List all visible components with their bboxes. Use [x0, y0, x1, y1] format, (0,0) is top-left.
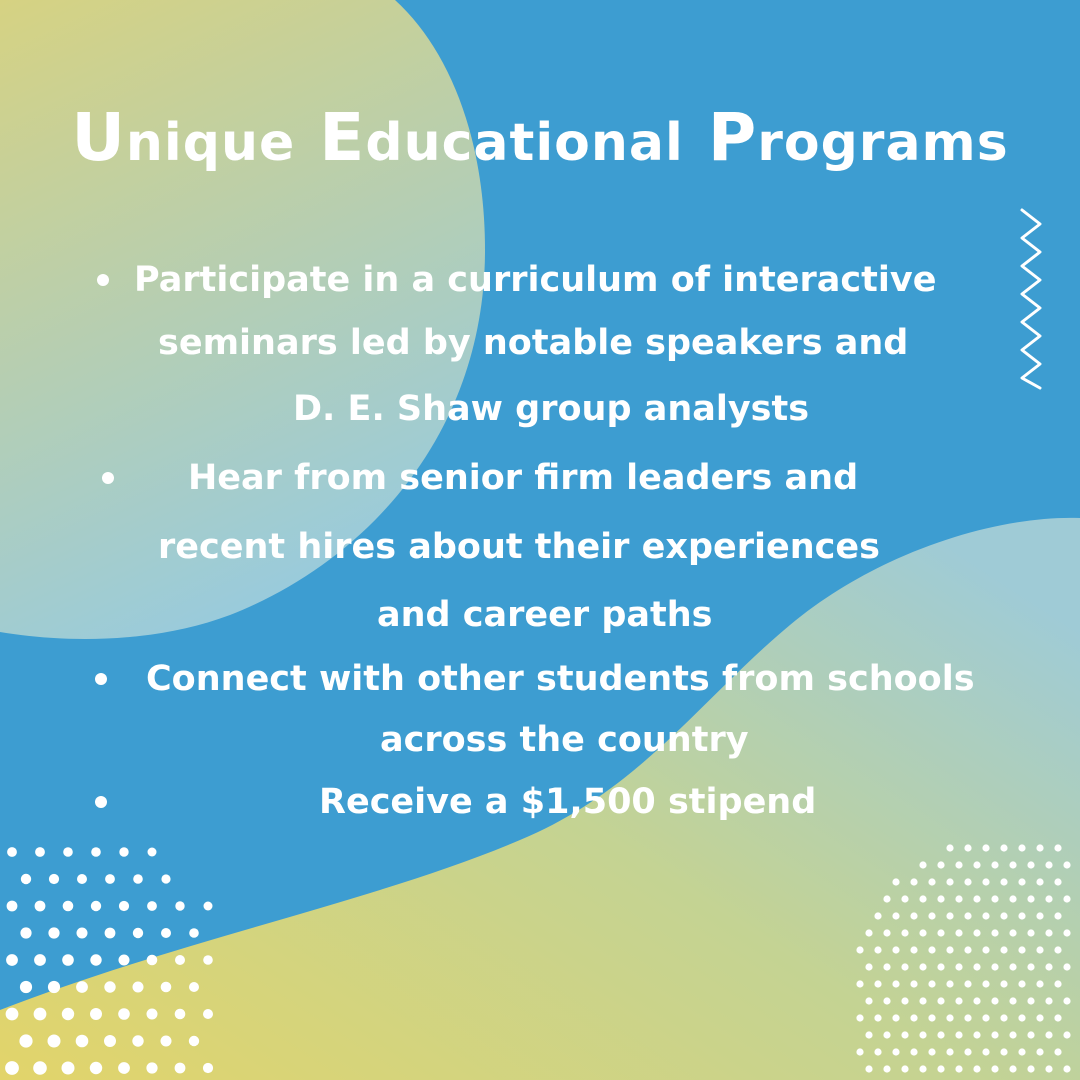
bullet-line: and career paths [377, 595, 713, 635]
bullet-dot [95, 796, 107, 808]
title-word-programs: Programs [707, 99, 1009, 176]
bullet-line: Receive a $1,500 stipend [319, 782, 817, 822]
bullet-line: Participate in a curriculum of interactive [134, 260, 937, 300]
bullet-line: D. E. Shaw group analysts [293, 389, 810, 429]
bullet-dot [97, 274, 109, 286]
bullet-dot [95, 673, 107, 685]
bullet-line: seminars led by notable speakers and [158, 323, 909, 363]
bullet-line: Hear from senior firm leaders and [188, 458, 859, 498]
bullet-line: across the country [380, 720, 749, 760]
bullet-line: recent hires about their experiences [158, 527, 880, 567]
bullet-dot [102, 472, 114, 484]
bullet-line: Connect with other students from schools [146, 659, 975, 699]
title-word-unique: Unique [71, 99, 296, 176]
title-word-educational: Educational [319, 99, 684, 176]
